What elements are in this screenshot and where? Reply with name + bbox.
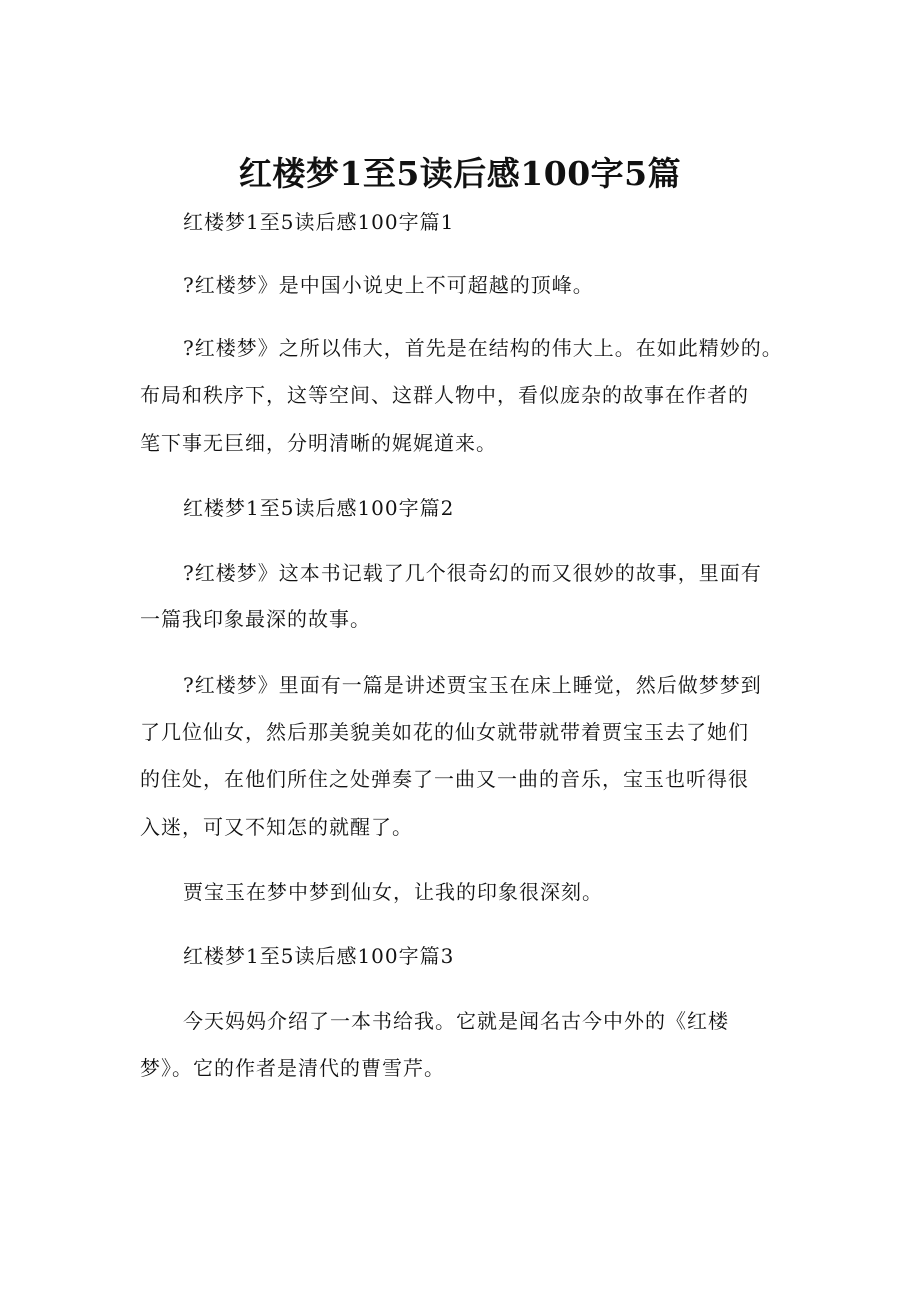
section-heading-1: 红楼梦1至5读后感100字篇1 [183, 210, 455, 234]
paragraph-line: 今天妈妈介绍了一本书给我。它就是闻名古今中外的《红楼 [183, 1009, 729, 1033]
paragraph-line: ?红楼梦》之所以伟大，首先是在结构的伟大上。在如此精妙的。 [183, 336, 783, 360]
paragraph-line: ?红楼梦》里面有一篇是讲述贾宝玉在床上睡觉，然后做梦梦到 [183, 673, 762, 697]
paragraph-line: 了几位仙女，然后那美貌美如花的仙女就带就带着贾宝玉去了她们 [140, 720, 749, 744]
paragraph-line: 笔下事无巨细，分明清晰的娓娓道来。 [140, 431, 497, 455]
paragraph-line: 的住处，在他们所住之处弹奏了一曲又一曲的音乐，宝玉也听得很 [140, 767, 749, 791]
paragraph-line: ?红楼梦》这本书记载了几个很奇幻的而又很妙的故事，里面有 [183, 561, 762, 585]
section-heading-3: 红楼梦1至5读后感100字篇3 [183, 944, 455, 968]
paragraph-line: ?红楼梦》是中国小说史上不可超越的顶峰。 [183, 273, 594, 297]
section-heading-2: 红楼梦1至5读后感100字篇2 [183, 496, 455, 520]
paragraph-line: 梦》。它的作者是清代的曹雪芹。 [140, 1056, 445, 1080]
paragraph-line: 贾宝玉在梦中梦到仙女，让我的印象很深刻。 [183, 880, 603, 904]
paragraph-line: 一篇我印象最深的故事。 [140, 607, 371, 631]
document-title: 红楼梦1至5读后感100字5篇 [238, 154, 682, 193]
paragraph-line: 入迷，可又不知怎的就醒了。 [140, 815, 413, 839]
paragraph-line: 布局和秩序下，这等空间、这群人物中，看似庞杂的故事在作者的 [140, 383, 749, 407]
